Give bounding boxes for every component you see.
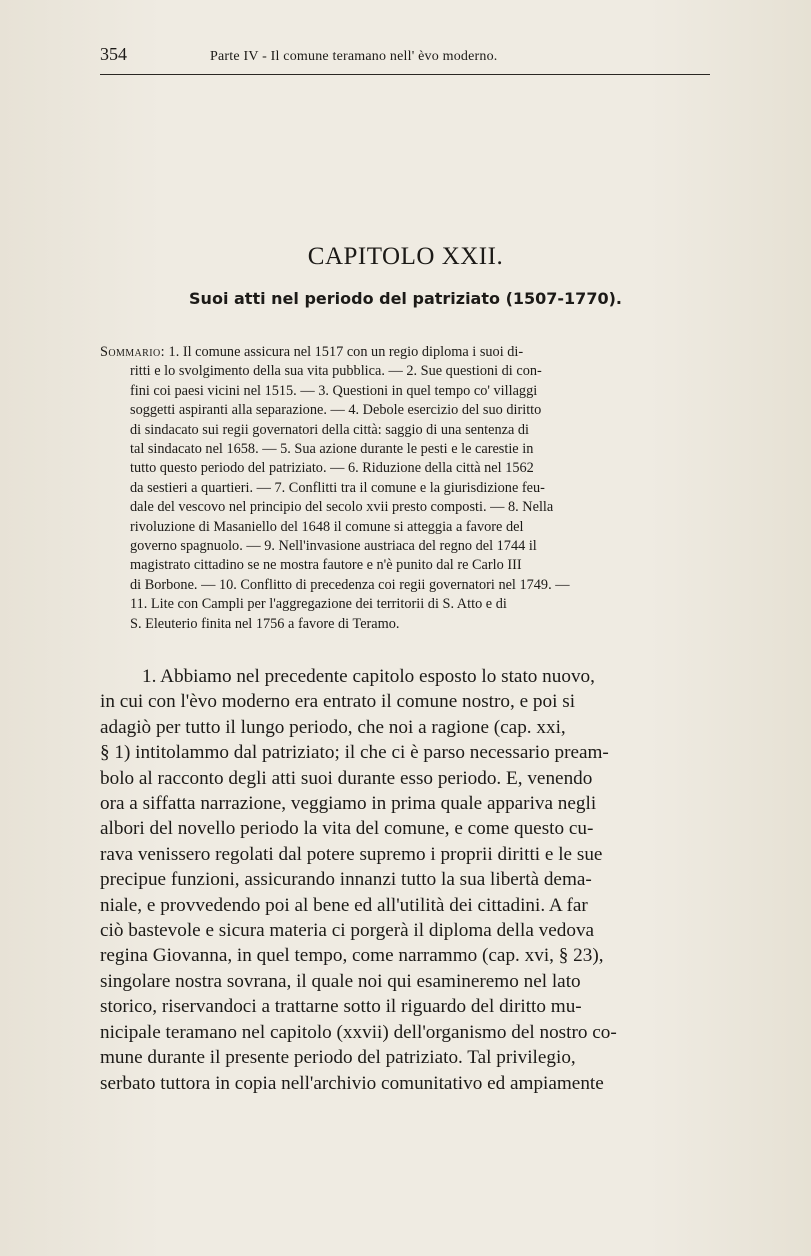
chapter-summary <box>100 343 710 634</box>
body-line: serbato tuttora in copia nell'archivio comunitativo ed ampiamente <box>100 1072 604 1094</box>
body-line: mune durante il presente periodo del patriziato. Tal privilegio, <box>100 1047 576 1069</box>
body-line: storico, riservandoci a trattarne sotto il riguardo del diritto mu- <box>100 996 582 1018</box>
summary-line: fini coi paesi vicini nel 1515. — 3. Questioni in quel tempo co' villaggi <box>130 382 538 399</box>
summary-line: magistrato cittadino se ne mostra fautore e n'è punito dal re Carlo III <box>130 557 522 574</box>
body-line: singolare nostra sovrana, il quale noi qui esamineremo nel lato <box>100 970 581 992</box>
chapter-title: CAPITOLO XXII. <box>307 243 504 270</box>
summary-line: dale del vescovo nel principio del secolo xvii presto composti. — 8. Nella <box>130 499 554 516</box>
body-line: regina Giovanna, in quel tempo, come narrammo (cap. xvi, § 23), <box>100 945 604 967</box>
summary-label: Sommario: <box>100 344 165 360</box>
body-line: § 1) intitolammo dal patriziato; il che ci è parso necessario pream- <box>100 742 609 764</box>
summary-line: Sommario: 1. Il comune assicura nel 1517 con un regio diploma i suoi di- <box>100 344 524 360</box>
summary-line: S. Eleuterio finita nel 1756 a favore di Teramo. <box>130 615 400 632</box>
chapter-subtitle: Suoi atti nel periodo del patriziato (1507-1770). <box>189 289 622 308</box>
summary-line: soggetti aspiranti alla separazione. — 4. Debole esercizio del suo diritto <box>130 402 542 419</box>
body-line: ciò bastevole e sicura materia ci porgerà il diploma della vedova <box>100 920 595 942</box>
page-number: 354 <box>100 44 127 64</box>
summary-line: di sindacato sui regii governatori della città: saggio di una sentenza di <box>130 421 530 438</box>
body-line: precipue funzioni, assicurando innanzi tutto la sua libertà dema- <box>100 869 592 891</box>
body-line: niale, e provvedendo poi al bene ed all'utilità dei cittadini. A far <box>100 894 588 916</box>
body-line: 1. Abbiamo nel precedente capitolo esposto lo stato nuovo, <box>142 666 595 687</box>
page-header <box>100 44 710 70</box>
body-line: in cui con l'èvo moderno era entrato il comune nostro, e poi si <box>100 691 576 713</box>
summary-line: da sestieri a quartieri. — 7. Conflitti tra il comune e la giurisdizione feu- <box>130 479 545 496</box>
summary-line: tal sindacato nel 1658. — 5. Sua azione durante le pesti e le carestie in <box>130 441 534 458</box>
summary-line: di Borbone. — 10. Conflitto di precedenza coi regii governatori nel 1749. — <box>130 576 570 593</box>
summary-line: rivoluzione di Masaniello del 1648 il comune si atteggia a favore del <box>130 518 524 535</box>
body-paragraph <box>100 664 710 1096</box>
body-line: nicipale teramano nel capitolo (xxvii) dell'organismo del nostro co- <box>100 1021 617 1043</box>
summary-line: tutto questo periodo del patriziato. — 6. Riduzione della città nel 1562 <box>130 460 534 477</box>
running-head: Parte IV - Il comune teramano nell' èvo moderno. <box>210 49 498 64</box>
body-line: albori del novello periodo la vita del comune, e come questo cu- <box>100 818 594 840</box>
body-line: ora a siffatta narrazione, veggiamo in prima quale appariva negli <box>100 793 597 815</box>
summary-line: governo spagnuolo. — 9. Nell'invasione austriaca del regno del 1744 il <box>130 538 537 555</box>
summary-line: ritti e lo svolgimento della sua vita pubblica. — 2. Sue questioni di con- <box>130 363 542 380</box>
summary-line: 11. Lite con Campli per l'aggregazione dei territorii di S. Atto e di <box>130 596 507 613</box>
body-line: bolo al racconto degli atti suoi durante esso periodo. E, venendo <box>100 767 593 789</box>
body-line: rava venissero regolati dal potere supremo i proprii diritti e le sue <box>100 843 603 865</box>
body-line: adagiò per tutto il lungo periodo, che noi a ragione (cap. xxi, <box>100 716 566 738</box>
header-rule <box>100 74 710 75</box>
